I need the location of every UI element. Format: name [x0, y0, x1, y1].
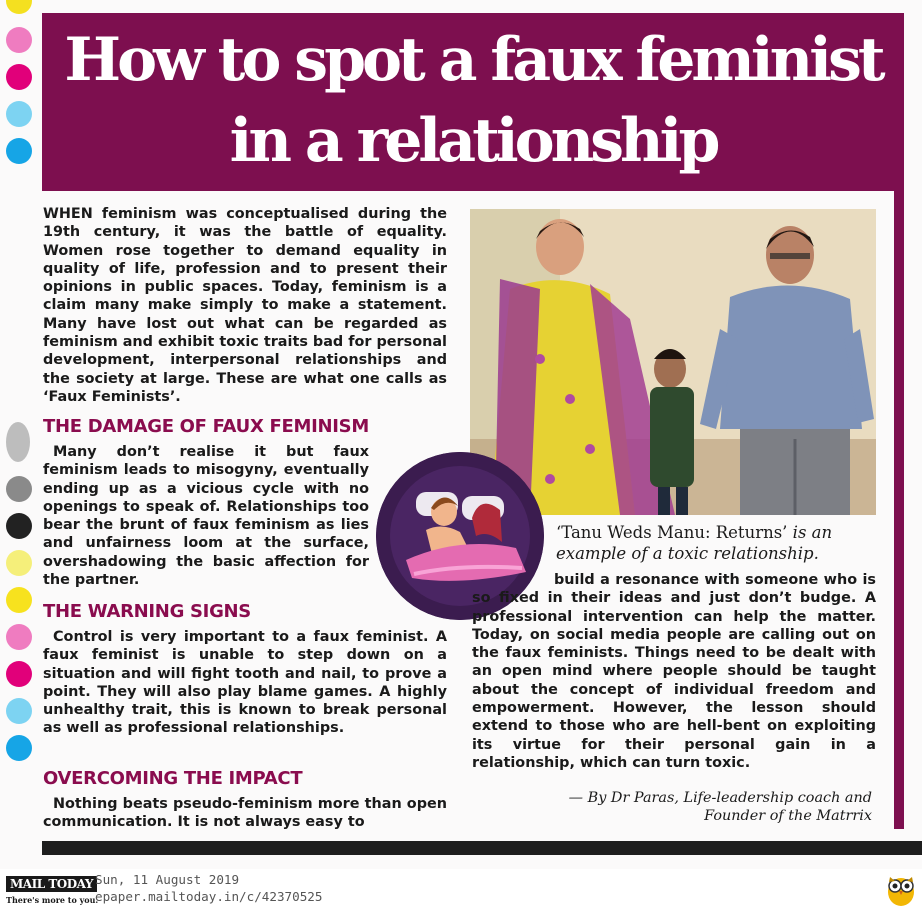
section-heading-damage: THE DAMAGE OF FAUX FEMINISM [43, 416, 369, 437]
caption-film-title: ‘Tanu Weds Manu: Returns’ [556, 523, 788, 542]
registration-dot [6, 0, 32, 14]
intro-paragraph: WHEN feminism was conceptualised during the 19th century, it was the battle of equality. Women rose together to demand equality in quality of life, profession and to present their opinions in public spaces. Today, feminism is a claim many make simply to make a statement. Many have lost out what can be regarded as feminism and exhibit toxic traits bad for personal development, interpersonal relationships and the society at large. These are what one calls as ‘Faux Feminists’. [43, 206, 447, 405]
photo-caption [556, 522, 876, 564]
registration-dot [6, 101, 32, 127]
section-damage-body: Many don’t realise it but faux feminism leads to misogyny, eventually ending up as a vicious cycle with no openings to speak of. Relationships too bear the brunt of faux feminism as lies and unfairness loom at the surface, overshadowing the basic affection for the partner. [43, 444, 369, 589]
section-damage-column [43, 443, 369, 589]
registration-dot [6, 513, 32, 539]
byline-line-1: — By Dr Paras, Life-leadership coach and [568, 790, 872, 806]
registration-dot [6, 476, 32, 502]
owl-icon [886, 871, 916, 907]
registration-dot [6, 64, 32, 90]
epaper-footer [0, 869, 922, 909]
continuation-paragraph: build a resonance with someone who is so fixed in their ideas and just don’t budge. A professional intervention can help the matter. Today, on social media people are calling out on the faux feminists. Things need to be dealt with an open mind where people should be taught about the concept of individual freedom and empowerment. However, the lesson should extend to those who are hell-bent on exploiting its virtue for their personal gain in a relationship, which can turn toxic. [472, 572, 876, 771]
right-rule [894, 191, 904, 829]
byline-line-2: Founder of the Matrrix [704, 808, 872, 824]
continuation-column [472, 571, 876, 772]
headline-banner [42, 13, 904, 191]
registration-dot [6, 661, 32, 687]
registration-dot [6, 698, 32, 724]
section-overcoming-column [43, 795, 447, 832]
registration-dot [6, 138, 32, 164]
section-heading-warning: THE WARNING SIGNS [43, 601, 251, 622]
headline-line-1: How to spot a faux feminist [64, 25, 882, 95]
footer-bar [42, 841, 922, 855]
section-warning-column [43, 628, 447, 738]
intro-column [43, 205, 447, 406]
epaper-url[interactable]: epaper.mailtoday.in/c/42370525 [95, 889, 323, 904]
film-still-illustration [470, 209, 876, 515]
headline-line-2: in a relationship [229, 106, 717, 176]
section-warning-body: Control is very important to a faux feminist. A faux feminist is unable to step down on a situation and will fight tooth and nail, to prove a point. They will also play blame games. A highly unhealthy trait, this is known to break personal as well as professional relationships. [43, 629, 447, 737]
registration-dot [6, 422, 30, 462]
film-still-photo [470, 209, 876, 515]
registration-dot [6, 550, 32, 576]
registration-dot [6, 624, 32, 650]
registration-dot [6, 735, 32, 761]
section-overcoming-body: Nothing beats pseudo-feminism more than open communication. It is not always easy to [43, 796, 447, 831]
caption-text: is an example of a toxic relationship. [556, 523, 833, 563]
mail-today-tagline: There's more to you. [6, 895, 99, 905]
section-heading-overcoming: OVERCOMING THE IMPACT [43, 768, 303, 789]
registration-dot [6, 27, 32, 53]
registration-dot [6, 587, 32, 613]
mail-today-logo: MAIL TODAY [6, 876, 97, 892]
edition-date: Sun, 11 August 2019 [95, 872, 240, 887]
